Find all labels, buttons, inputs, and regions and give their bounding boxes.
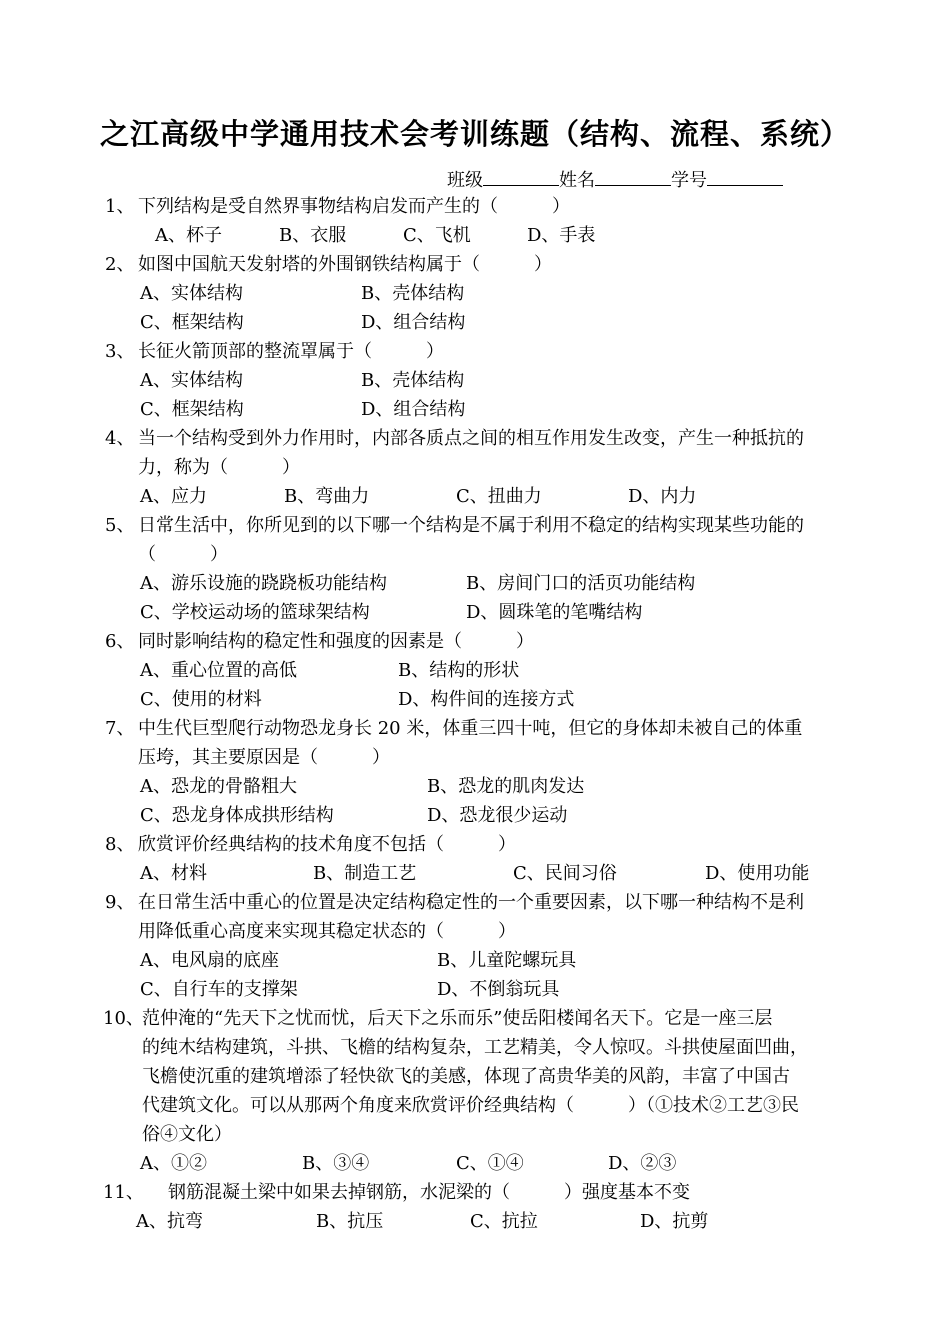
option-b: B、房间门口的活页功能结构 <box>466 573 696 594</box>
option-a: A、杯子 <box>155 225 222 246</box>
question-number: 6、 <box>105 631 135 652</box>
option-d: D、圆珠笔的笔嘴结构 <box>466 602 643 623</box>
option-d: D、组合结构 <box>361 399 466 420</box>
question-stem-continued: 飞檐使沉重的建筑增添了轻快欲飞的美感，体现了高贵华美的风韵，丰富了中国古 <box>142 1066 790 1087</box>
option-b: B、壳体结构 <box>361 370 465 391</box>
question-stem: 范仲淹的“先天下之忧而忧，后天下之乐而乐”使岳阳楼闻名天下。它是一座三层 <box>142 1008 773 1029</box>
option-b: B、制造工艺 <box>313 863 417 884</box>
option-a: A、应力 <box>140 486 207 507</box>
question-stem: 同时影响结构的稳定性和强度的因素是（ ） <box>138 631 534 652</box>
question-stem-continued: 俗④文化） <box>142 1124 232 1145</box>
option-d: D、不倒翁玩具 <box>437 979 560 1000</box>
question-stem-continued: 代建筑文化。可以从那两个角度来欣赏评价经典结构（ ）（①技术②工艺③民 <box>142 1095 799 1116</box>
name-blank <box>595 171 671 186</box>
option-a: A、实体结构 <box>140 283 243 304</box>
question-stem: 欣赏评价经典结构的技术角度不包括（ ） <box>138 834 516 855</box>
question-stem: 当一个结构受到外力作用时，内部各质点之间的相互作用发生改变，产生一种抵抗的 <box>138 428 804 449</box>
option-b: B、恐龙的肌肉发达 <box>427 776 585 797</box>
question-number: 9、 <box>105 892 135 913</box>
option-a: A、材料 <box>140 863 207 884</box>
question-number: 3、 <box>105 341 135 362</box>
option-d: D、手表 <box>527 225 596 246</box>
option-b: B、弯曲力 <box>284 486 370 507</box>
question-stem-continued: 力，称为（ ） <box>138 457 300 478</box>
question-number: 11、 <box>103 1182 144 1203</box>
option-a: A、①② <box>140 1153 207 1174</box>
question-number: 2、 <box>105 254 135 275</box>
id-blank <box>707 171 783 186</box>
option-d: D、恐龙很少运动 <box>427 805 568 826</box>
option-b: B、壳体结构 <box>361 283 465 304</box>
question-stem-continued: 的纯木结构建筑，斗拱、飞檐的结构复杂，工艺精美，令人惊叹。斗拱使屋面凹曲， <box>142 1037 808 1058</box>
option-b: B、结构的形状 <box>398 660 520 681</box>
student-info-line <box>447 166 783 192</box>
question-stem: 中生代巨型爬行动物恐龙身长 20 米，体重三四十吨，但它的身体却未被自己的体重 <box>138 718 803 739</box>
question-number: 1、 <box>105 196 135 217</box>
option-b: B、抗压 <box>316 1211 384 1232</box>
question-stem: 日常生活中，你所见到的以下哪一个结构是不属于利用不稳定的结构实现某些功能的 <box>138 515 804 536</box>
question-number: 4、 <box>105 428 135 449</box>
option-c: C、抗拉 <box>470 1211 538 1232</box>
question-stem: 在日常生活中重心的位置是决定结构稳定性的一个重要因素，以下哪一种结构不是利 <box>138 892 804 913</box>
question-number: 5、 <box>105 515 135 536</box>
option-b: B、③④ <box>302 1153 370 1174</box>
option-d: D、使用功能 <box>705 863 810 884</box>
question-number: 7、 <box>105 718 135 739</box>
question-stem: 钢筋混凝土梁中如果去掉钢筋，水泥梁的（ ）强度基本不变 <box>168 1182 690 1203</box>
option-c: C、①④ <box>456 1153 524 1174</box>
option-a: A、电风扇的底座 <box>140 950 279 971</box>
question-stem-continued: 压垮，其主要原因是（ ） <box>138 747 390 768</box>
question-stem-continued: （ ） <box>138 544 228 565</box>
option-c: C、自行车的支撑架 <box>140 979 298 1000</box>
id-label: 学号 <box>671 170 707 191</box>
question-stem-continued: 用降低重心高度来实现其稳定状态的（ ） <box>138 921 516 942</box>
option-c: C、恐龙身体成拱形结构 <box>140 805 334 826</box>
option-a: A、游乐设施的跷跷板功能结构 <box>140 573 387 594</box>
option-b: B、衣服 <box>279 225 347 246</box>
option-a: A、重心位置的高低 <box>140 660 297 681</box>
class-label: 班级 <box>447 170 483 191</box>
option-c: C、民间习俗 <box>513 863 617 884</box>
option-c: C、扭曲力 <box>456 486 542 507</box>
option-a: A、抗弯 <box>136 1211 203 1232</box>
question-stem: 下列结构是受自然界事物结构启发而产生的（ ） <box>138 196 570 217</box>
option-b: B、儿童陀螺玩具 <box>437 950 577 971</box>
option-c: C、学校运动场的篮球架结构 <box>140 602 370 623</box>
option-a: A、恐龙的骨骼粗大 <box>140 776 297 797</box>
option-d: D、内力 <box>628 486 697 507</box>
question-number: 10、 <box>103 1008 144 1029</box>
option-d: D、抗剪 <box>640 1211 709 1232</box>
question-number: 8、 <box>105 834 135 855</box>
question-stem: 如图中国航天发射塔的外围钢铁结构属于（ ） <box>138 254 552 275</box>
option-d: D、②③ <box>608 1153 677 1174</box>
option-c: C、框架结构 <box>140 312 244 333</box>
option-a: A、实体结构 <box>140 370 243 391</box>
option-c: C、飞机 <box>403 225 471 246</box>
option-d: D、组合结构 <box>361 312 466 333</box>
page-title: 之江高级中学通用技术会考训练题（结构、流程、系统） <box>99 117 850 151</box>
question-stem: 长征火箭顶部的整流罩属于（ ） <box>138 341 444 362</box>
option-c: C、使用的材料 <box>140 689 262 710</box>
name-label: 姓名 <box>559 170 595 191</box>
option-c: C、框架结构 <box>140 399 244 420</box>
option-d: D、构件间的连接方式 <box>398 689 575 710</box>
class-blank <box>483 171 559 186</box>
